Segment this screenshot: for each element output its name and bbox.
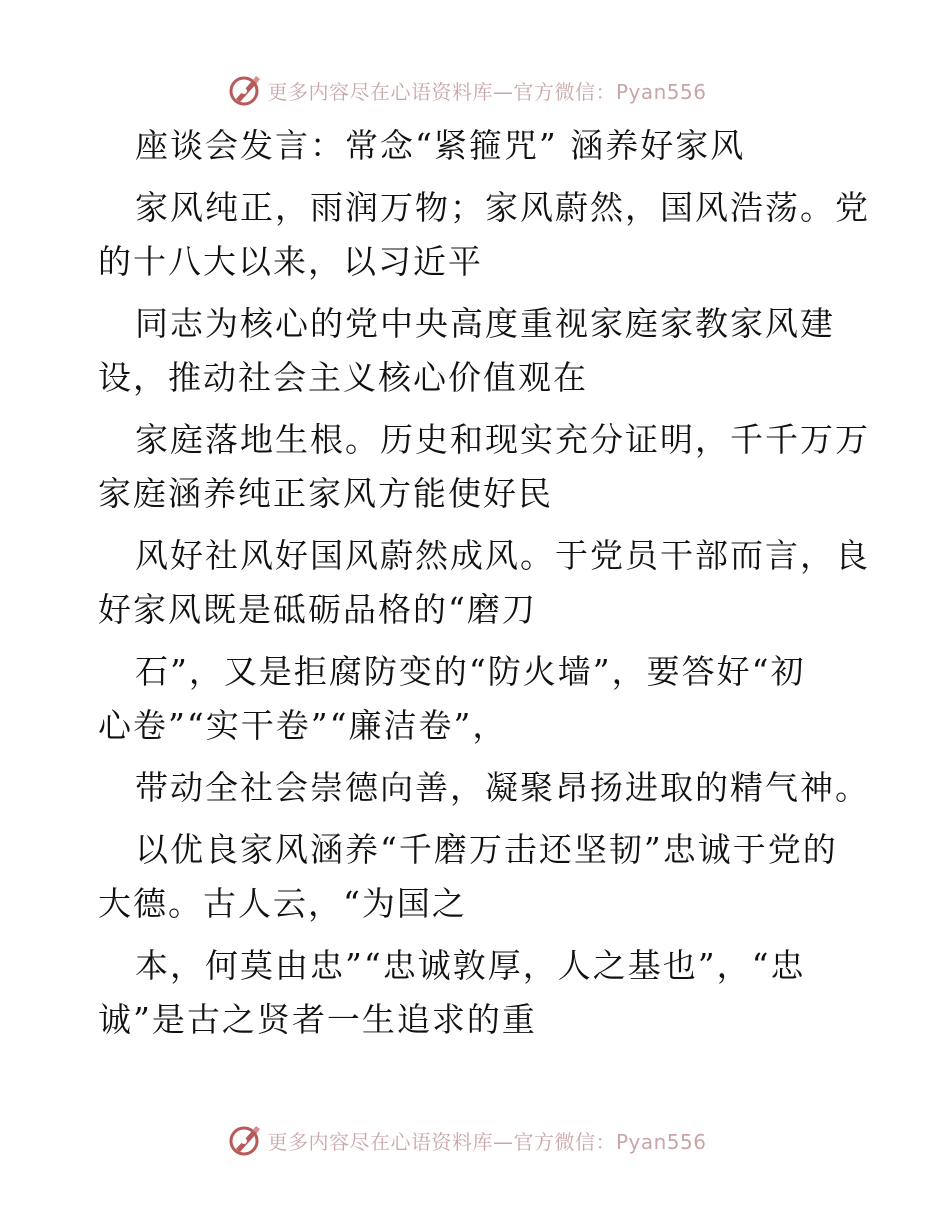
- document-line: 带动全社会崇德向善，凝聚昂扬进取的精气神。: [135, 768, 870, 807]
- document-line: 诚”是古之贤者一生追求的重: [98, 1000, 537, 1039]
- document-line: 的十八大以来，以习近平: [98, 242, 483, 281]
- pen-logo-icon: [227, 1122, 263, 1158]
- document-line: 大德。古人云，“为国之: [98, 884, 467, 923]
- document-line: 设，推动社会主义核心价值观在: [98, 358, 588, 397]
- document-line: 石”，又是拒腐防变的“防火墙”，要答好“初: [135, 652, 806, 691]
- document-line: 好家风既是砥砺品格的“磨刀: [98, 590, 537, 629]
- document-line: 同志为核心的党中央高度重视家庭家教家风建: [135, 304, 835, 343]
- footer-watermark-text: 更多内容尽在心语资料库—官方微信：Pyan556: [267, 1129, 707, 1154]
- pen-logo-icon: [227, 72, 263, 108]
- document-line: 以优良家风涵养“千磨万击还坚韧”忠诚于党的: [135, 830, 838, 869]
- document-title: 座谈会发言：常念“紧箍咒” 涵养好家风: [135, 126, 746, 165]
- header-watermark-text: 更多内容尽在心语资料库—官方微信：Pyan556: [267, 79, 707, 104]
- document-line: 家庭落地生根。历史和现实充分证明，千千万万: [135, 420, 870, 459]
- document-line: 本，何莫由忠”“忠诚敦厚，人之基也”，“忠: [135, 946, 806, 985]
- document-line: 心卷”“实干卷”“廉洁卷”，: [98, 706, 508, 745]
- footer-watermark-inner: [227, 1122, 706, 1158]
- document-line: 家庭涵养纯正家风方能使好民: [98, 474, 553, 513]
- header-watermark-inner: [227, 72, 706, 108]
- document-line: 家风纯正，雨润万物；家风蔚然，国风浩荡。党: [135, 188, 870, 227]
- header-watermark: [0, 70, 950, 110]
- document-line: 风好社风好国风蔚然成风。于党员干部而言，良: [135, 536, 870, 575]
- footer-watermark: [0, 1120, 950, 1160]
